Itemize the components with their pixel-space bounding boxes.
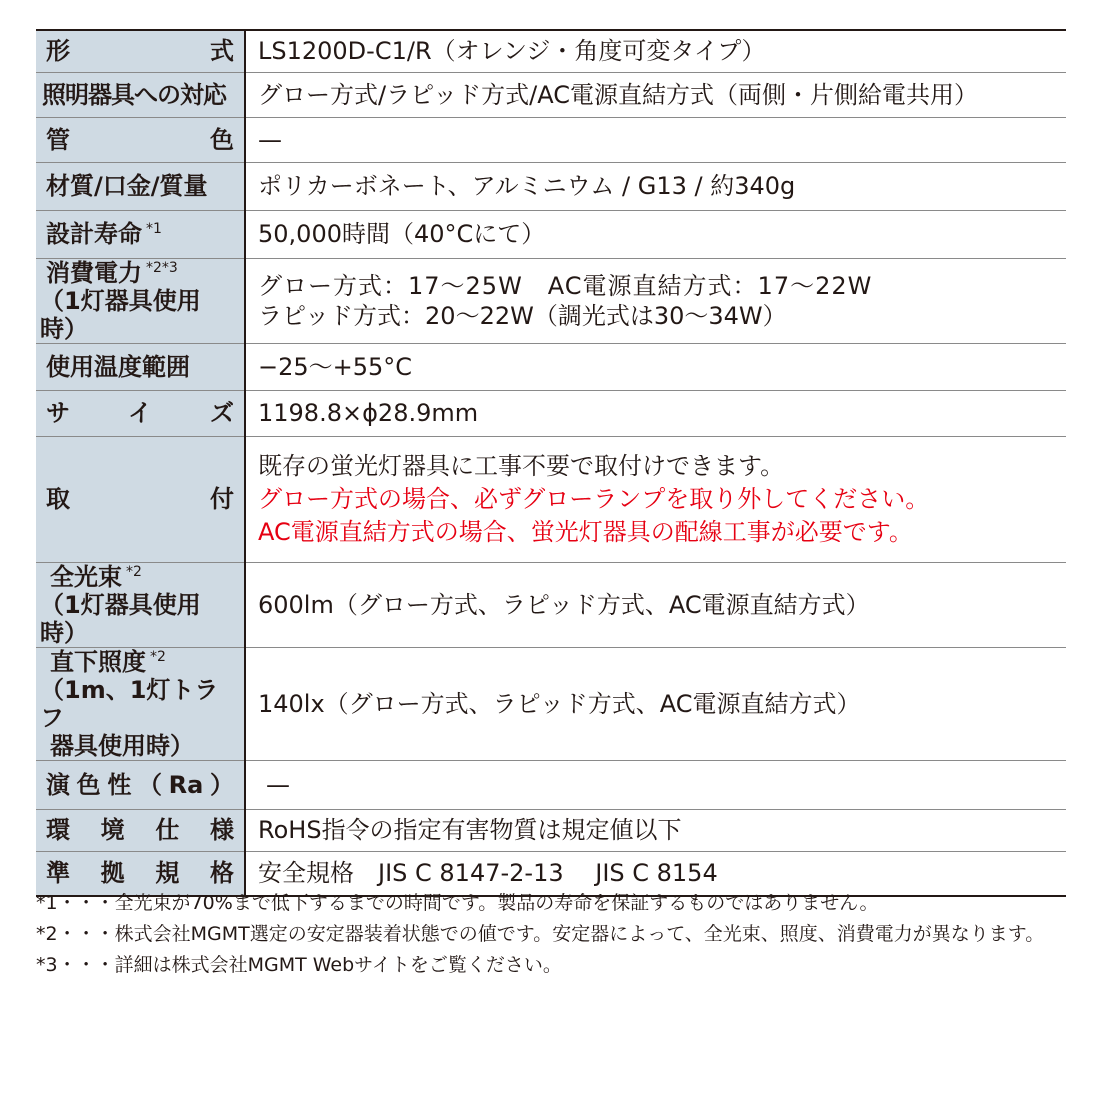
row-compat — [36, 72, 1066, 117]
label-life: 設計寿命 $^{*1}$ — [36, 210, 245, 258]
row-life — [36, 210, 1066, 258]
footnote-1-mark: *1・・・ — [36, 892, 115, 914]
label-color: 管 色 — [36, 117, 245, 162]
label-std: 準 拠 規 格 — [36, 851, 245, 896]
label-illum: 直下照度 $^{*2}$ （1m、1灯トラフ 器具使用時） — [36, 647, 245, 760]
value-install — [245, 436, 1066, 562]
value-illum: 140lx（グロー方式、ラピッド方式、AC電源直結方式） — [245, 647, 1066, 760]
value-compat: グロー方式/ラピッド方式/AC電源直結方式（両側・片側給電共用） — [245, 72, 1066, 117]
note-ref-1: *1 — [146, 221, 162, 237]
row-temp — [36, 343, 1066, 390]
footnote-2 — [36, 919, 1086, 950]
note-ref-2a: *2 — [126, 563, 142, 580]
footnote-3 — [36, 950, 1086, 981]
row-size — [36, 390, 1066, 436]
value-life: 50,000時間（40°Cにて） — [245, 210, 1066, 258]
value-temp: −25〜+55°C — [245, 343, 1066, 390]
label-install: 取 付 — [36, 436, 245, 562]
row-power — [36, 258, 1066, 343]
value-color: — — [245, 117, 1066, 162]
value-model: LS1200D-C1/R（オレンジ・角度可変タイプ） — [258, 37, 766, 66]
footnote-1-text: 全光束が70%まで低下するまでの時間です。製品の寿命を保証するものではありません。 — [114, 892, 879, 914]
value-material: ポリカーボネート、アルミニウム / G13 / 約340g — [245, 162, 1066, 210]
label-flux: 全光束 $^{*2}$ （1灯器具使用時） — [36, 562, 245, 647]
label-compat: 照明器具への対応 — [36, 72, 245, 117]
label-material: 材質/口金/質量 — [36, 162, 245, 210]
footnote-2-text: 株式会社MGMT選定の安定器装着状態での値です。安定器によって、全光束、照度、消費電力が異なります。 — [114, 923, 1045, 945]
footnote-3-text: 詳細は株式会社MGMT Webサイトをご覧ください。 — [114, 954, 562, 976]
label-power: 消費電力 $^{*2*3}$ （1灯器具使用時） — [36, 258, 245, 343]
label-model: 形 式 — [36, 30, 245, 72]
row-illum — [36, 647, 1066, 760]
row-model — [36, 30, 1066, 72]
row-env — [36, 809, 1066, 851]
footnotes — [36, 888, 1086, 981]
note-ref-2-3: *2*3 — [146, 259, 178, 276]
row-material — [36, 162, 1066, 210]
row-install — [36, 436, 1066, 562]
spec-table — [36, 29, 1066, 897]
value-cri: — — [245, 760, 1066, 809]
footnote-3-mark: *3・・・ — [36, 954, 115, 976]
label-cri: 演 色 性 （ Ra ） — [36, 760, 245, 809]
value-env: RoHS指令の指定有害物質は規定値以下 — [245, 809, 1066, 851]
label-size: サ イ ズ — [36, 390, 245, 436]
install-warning-2: AC電源直結方式の場合、蛍光灯器具の配線工事が必要です。 — [258, 517, 913, 546]
value-power: グロー方式：17〜25W AC電源直結方式：17〜22W ラピッド方式：20〜22W（調光式は30〜34W） — [245, 258, 1066, 343]
install-line-1: 既存の蛍光灯器具に工事不要で取付けできます。 — [258, 451, 785, 480]
label-env: 環 境 仕 様 — [36, 809, 245, 851]
row-flux — [36, 562, 1066, 647]
footnote-1 — [36, 888, 1086, 919]
value-std: 安全規格 JIS C 8147-2-13 JIS C 8154 — [245, 851, 1066, 896]
value-flux: 600lm（グロー方式、ラピッド方式、AC電源直結方式） — [245, 562, 1066, 647]
value-size: 1198.8×ϕ28.9mm — [245, 390, 1066, 436]
label-temp: 使用温度範囲 — [36, 343, 245, 390]
install-warning-1: グロー方式の場合、必ずグローランプを取り外してください。 — [258, 484, 930, 513]
row-cri — [36, 760, 1066, 809]
footnote-2-mark: *2・・・ — [36, 923, 115, 945]
note-ref-2b: *2 — [150, 648, 166, 665]
row-color — [36, 117, 1066, 162]
